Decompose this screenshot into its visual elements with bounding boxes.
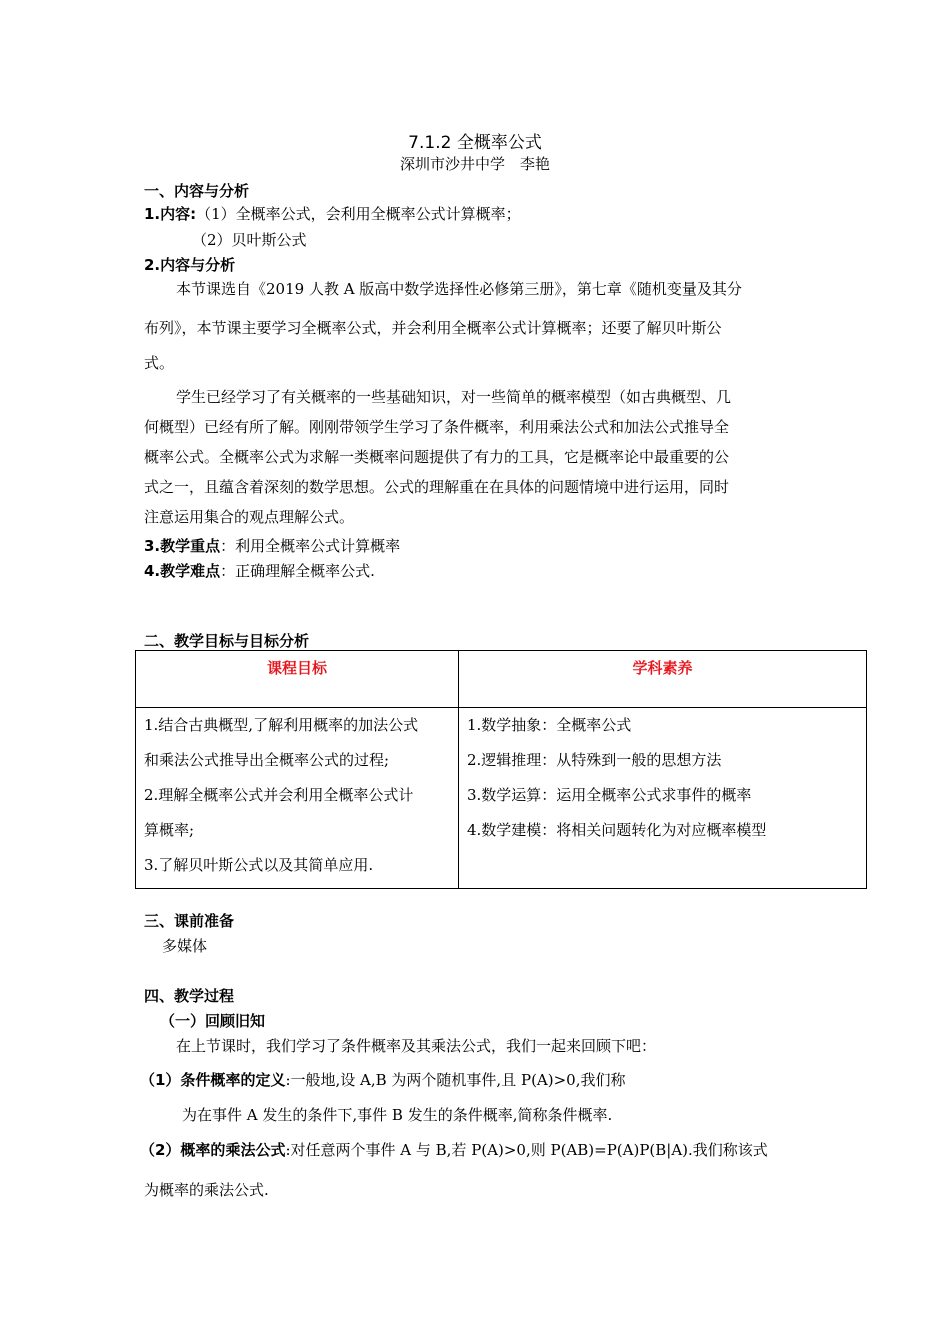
section1-heading: 一、内容与分析: [144, 182, 250, 200]
paragraph2-line1: 学生已经学习了有关概率的一些基础知识，对一些简单的概率模型（如古典概型、几: [176, 388, 732, 406]
multiplication-formula-cont: 为概率的乘法公式.: [144, 1181, 269, 1199]
literacy-line-2: 2.逻辑推理：从特殊到一般的思想方法: [467, 751, 722, 769]
course-goal-line-1: 1.结合古典概型,了解利用概率的加法公式: [144, 716, 419, 734]
conditional-probability-line: [140, 1069, 625, 1090]
document-title: 7.1.2 全概率公式: [408, 133, 542, 153]
key-point-label: 3.教学重点: [144, 537, 221, 555]
key-point-line: [144, 535, 400, 556]
difficulty-text: ：正确理解全概率公式.: [220, 562, 375, 580]
conditional-probability-cont: 为在事件 A 发生的条件下,事件 B 发生的条件概率,简称条件概率.: [182, 1106, 613, 1124]
section3-heading: 三、课前准备: [144, 912, 235, 930]
paragraph2-line5: 注意运用集合的观点理解公式。: [144, 508, 355, 526]
course-goal-line-3: 2.理解全概率公式并会利用全概率公式计: [144, 786, 414, 804]
multiplication-formula-label: （2）概率的乘法公式: [140, 1141, 286, 1159]
literacy-line-1: 1.数学抽象：全概率公式: [467, 716, 632, 734]
course-goal-line-2: 和乘法公式推导出全概率公式的过程;: [144, 751, 390, 769]
paragraph2-line4: 式之一，且蕴含着深刻的数学思想。公式的理解重在在具体的问题情境中进行运用，同时: [144, 478, 730, 496]
goals-header-course: 课程目标: [136, 651, 459, 708]
conditional-probability-label: （1）条件概率的定义: [140, 1071, 286, 1089]
analysis-label: 2.内容与分析: [144, 256, 236, 274]
course-goal-line-4: 算概率;: [144, 821, 195, 839]
goals-table: [135, 650, 867, 889]
paragraph1-line2: 布列》，本节课主要学习全概率公式，并会利用全概率公式计算概率；还要了解贝叶斯公: [144, 319, 722, 337]
literacy-line-4: 4.数学建模：将相关问题转化为对应概率模型: [467, 821, 767, 839]
document-author: 深圳市沙井中学 李艳: [399, 155, 550, 173]
review-intro: 在上节课时，我们学习了条件概率及其乘法公式，我们一起来回顾下吧：: [176, 1037, 657, 1055]
paragraph2-line3: 概率公式。全概率公式为求解一类概率问题提供了有力的工具，它是概率论中最重要的公: [144, 448, 730, 466]
conditional-probability-text: :一般地,设 A,B 为两个随机事件,且 P(A)>0,我们称: [285, 1071, 626, 1089]
multiplication-formula-text: :对任意两个事件 A 与 B,若 P(A)>0,则 P(AB)=P(A)P(B|A).我们称该式: [285, 1141, 768, 1159]
review-subheading: （一）回顾旧知: [160, 1012, 266, 1030]
section2-heading: 二、教学目标与目标分析: [144, 632, 310, 650]
preparation-text: 多媒体: [162, 937, 208, 955]
content-item-1: （1）全概率公式，会利用全概率公式计算概率；: [196, 205, 521, 223]
difficulty-line: [144, 560, 375, 581]
section4-heading: 四、教学过程: [144, 987, 235, 1005]
goals-header-literacy: 学科素养: [459, 651, 867, 708]
content-line: [144, 203, 521, 224]
difficulty-label: 4.教学难点: [144, 562, 221, 580]
content-item-2: （2）贝叶斯公式: [192, 231, 307, 249]
paragraph1-line1: 本节课选自《2019 人教 A 版高中数学选择性必修第三册》，第七章《随机变量及其分: [176, 280, 742, 298]
course-goal-line-5: 3.了解贝叶斯公式以及其简单应用.: [144, 856, 374, 874]
course-goals-cell: [136, 708, 459, 889]
literacy-line-3: 3.数学运算：运用全概率公式求事件的概率: [467, 786, 752, 804]
paragraph2-line2: 何概型）已经有所了解。刚刚带领学生学习了条件概率，利用乘法公式和加法公式推导全: [144, 418, 730, 436]
content-label: 1.内容:: [144, 205, 197, 223]
literacy-cell: [459, 708, 867, 889]
key-point-text: ：利用全概率公式计算概率: [220, 537, 401, 555]
paragraph1-line3: 式。: [144, 354, 175, 372]
multiplication-formula-line: [140, 1139, 768, 1160]
